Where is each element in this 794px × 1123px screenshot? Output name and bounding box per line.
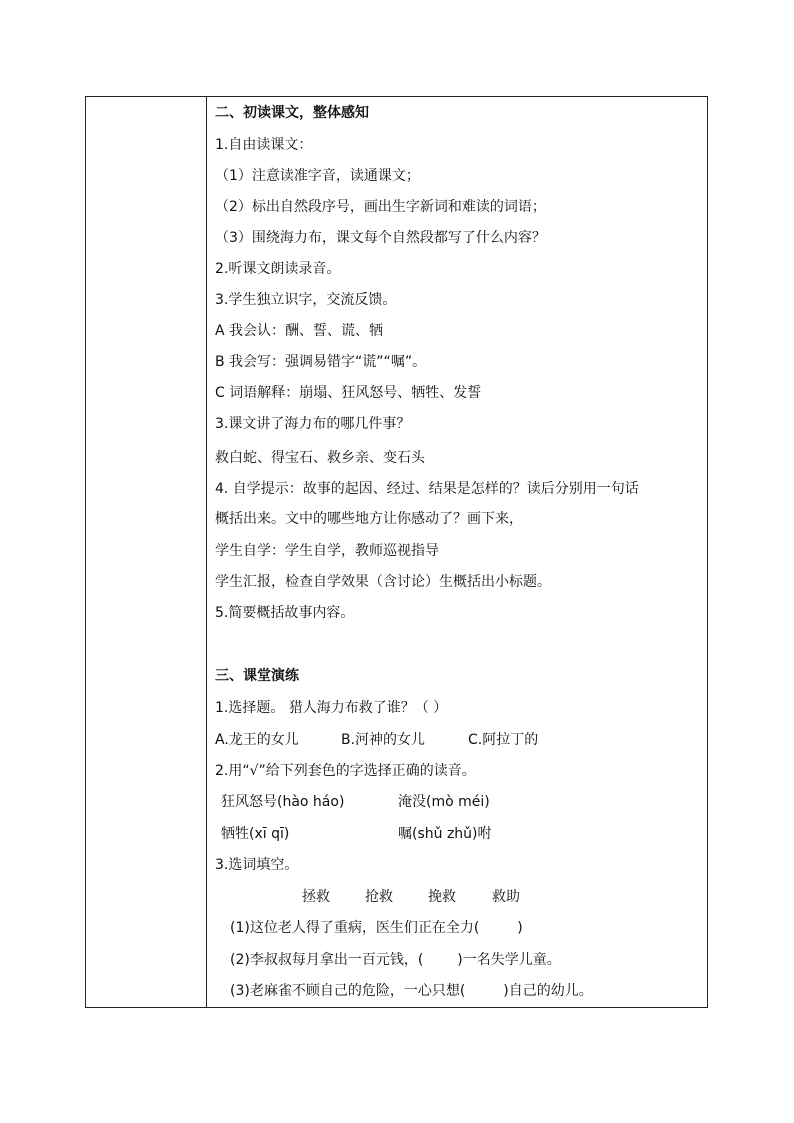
sentence-text: (3)老麻雀不顾自己的危险，一心只想( <box>230 983 466 999</box>
section2-title: 二、初读课文，整体感知 <box>215 105 369 121</box>
section2-line: A 我会认：酬、誓、谎、牺 <box>215 323 384 339</box>
question-1: 1.选择题。 猎人海力布救了谁？（ ） <box>215 700 448 716</box>
sentence-text: )一名失学儿童。 <box>457 952 561 968</box>
sentence-text: (2)李叔叔每月拿出一百元钱，( <box>230 952 424 968</box>
q1-option-c: C.阿拉丁的 <box>468 732 539 748</box>
section3-title: 三、课堂演练 <box>215 668 299 684</box>
q3-word: 救助 <box>492 889 520 905</box>
q2-item: 淹没(mò méi) <box>398 794 490 810</box>
q3-word: 拯救 <box>302 889 330 905</box>
section2-line: C 词语解释：崩塌、狂风怒号、牺牲、发誓 <box>215 385 482 401</box>
section2-line: 3.学生独立识字，交流反馈。 <box>215 292 397 308</box>
section2-line: 救白蛇、得宝石、救乡亲、变石头 <box>215 450 425 466</box>
section2-line: 2.听课文朗读录音。 <box>215 261 341 277</box>
column-divider <box>206 96 207 1008</box>
sentence-text: )自己的幼儿。 <box>503 983 593 999</box>
q2-item: 牺牲(xī qī) <box>221 826 290 842</box>
question-2: 2.用“√”给下列套色的字选择正确的读音。 <box>215 763 476 779</box>
q3-sentence-2 <box>230 951 561 969</box>
section2-line: （2）标出自然段序号，画出生字新词和难读的词语； <box>215 199 546 215</box>
section2-line: 4. 自学提示：故事的起因、经过、结果是怎样的？读后分别用一句话 <box>215 481 639 497</box>
section2-line: 学生汇报，检查自学效果（含讨论）生概括出小标题。 <box>215 574 551 590</box>
q3-sentence-1 <box>230 919 523 937</box>
section2-line: 5.简要概括故事内容。 <box>215 605 355 621</box>
q1-option-b: B.河神的女儿 <box>341 732 426 748</box>
question-3: 3.选词填空。 <box>215 857 299 873</box>
section2-line: 概括出来。文中的哪些地方让你感动了？画下来， <box>215 511 523 527</box>
q3-sentence-3 <box>230 982 593 1000</box>
q3-word: 挽救 <box>428 889 456 905</box>
q1-option-a: A.龙王的女儿 <box>215 732 299 748</box>
section2-line: 学生自学：学生自学，教师巡视指导 <box>215 543 439 559</box>
section2-line: 1.自由读课文： <box>215 137 313 153</box>
section2-line: B 我会写：强调易错字“谎”“嘱”。 <box>215 354 427 370</box>
section2-line: 3.课文讲了海力布的哪几件事？ <box>215 416 411 432</box>
q3-word: 抢救 <box>365 889 393 905</box>
q2-item: 嘱(shǔ zhǔ)咐 <box>398 826 492 842</box>
section2-line: （3）围绕海力布，课文每个自然段都写了什么内容？ <box>215 230 546 246</box>
sentence-text: (1)这位老人得了重病，医生们正在全力( <box>230 920 480 936</box>
section2-line: （1）注意读准字音，读通课文； <box>215 168 420 184</box>
sentence-text: ) <box>517 920 523 936</box>
q2-item: 狂风怒号(hào háo) <box>221 794 345 810</box>
